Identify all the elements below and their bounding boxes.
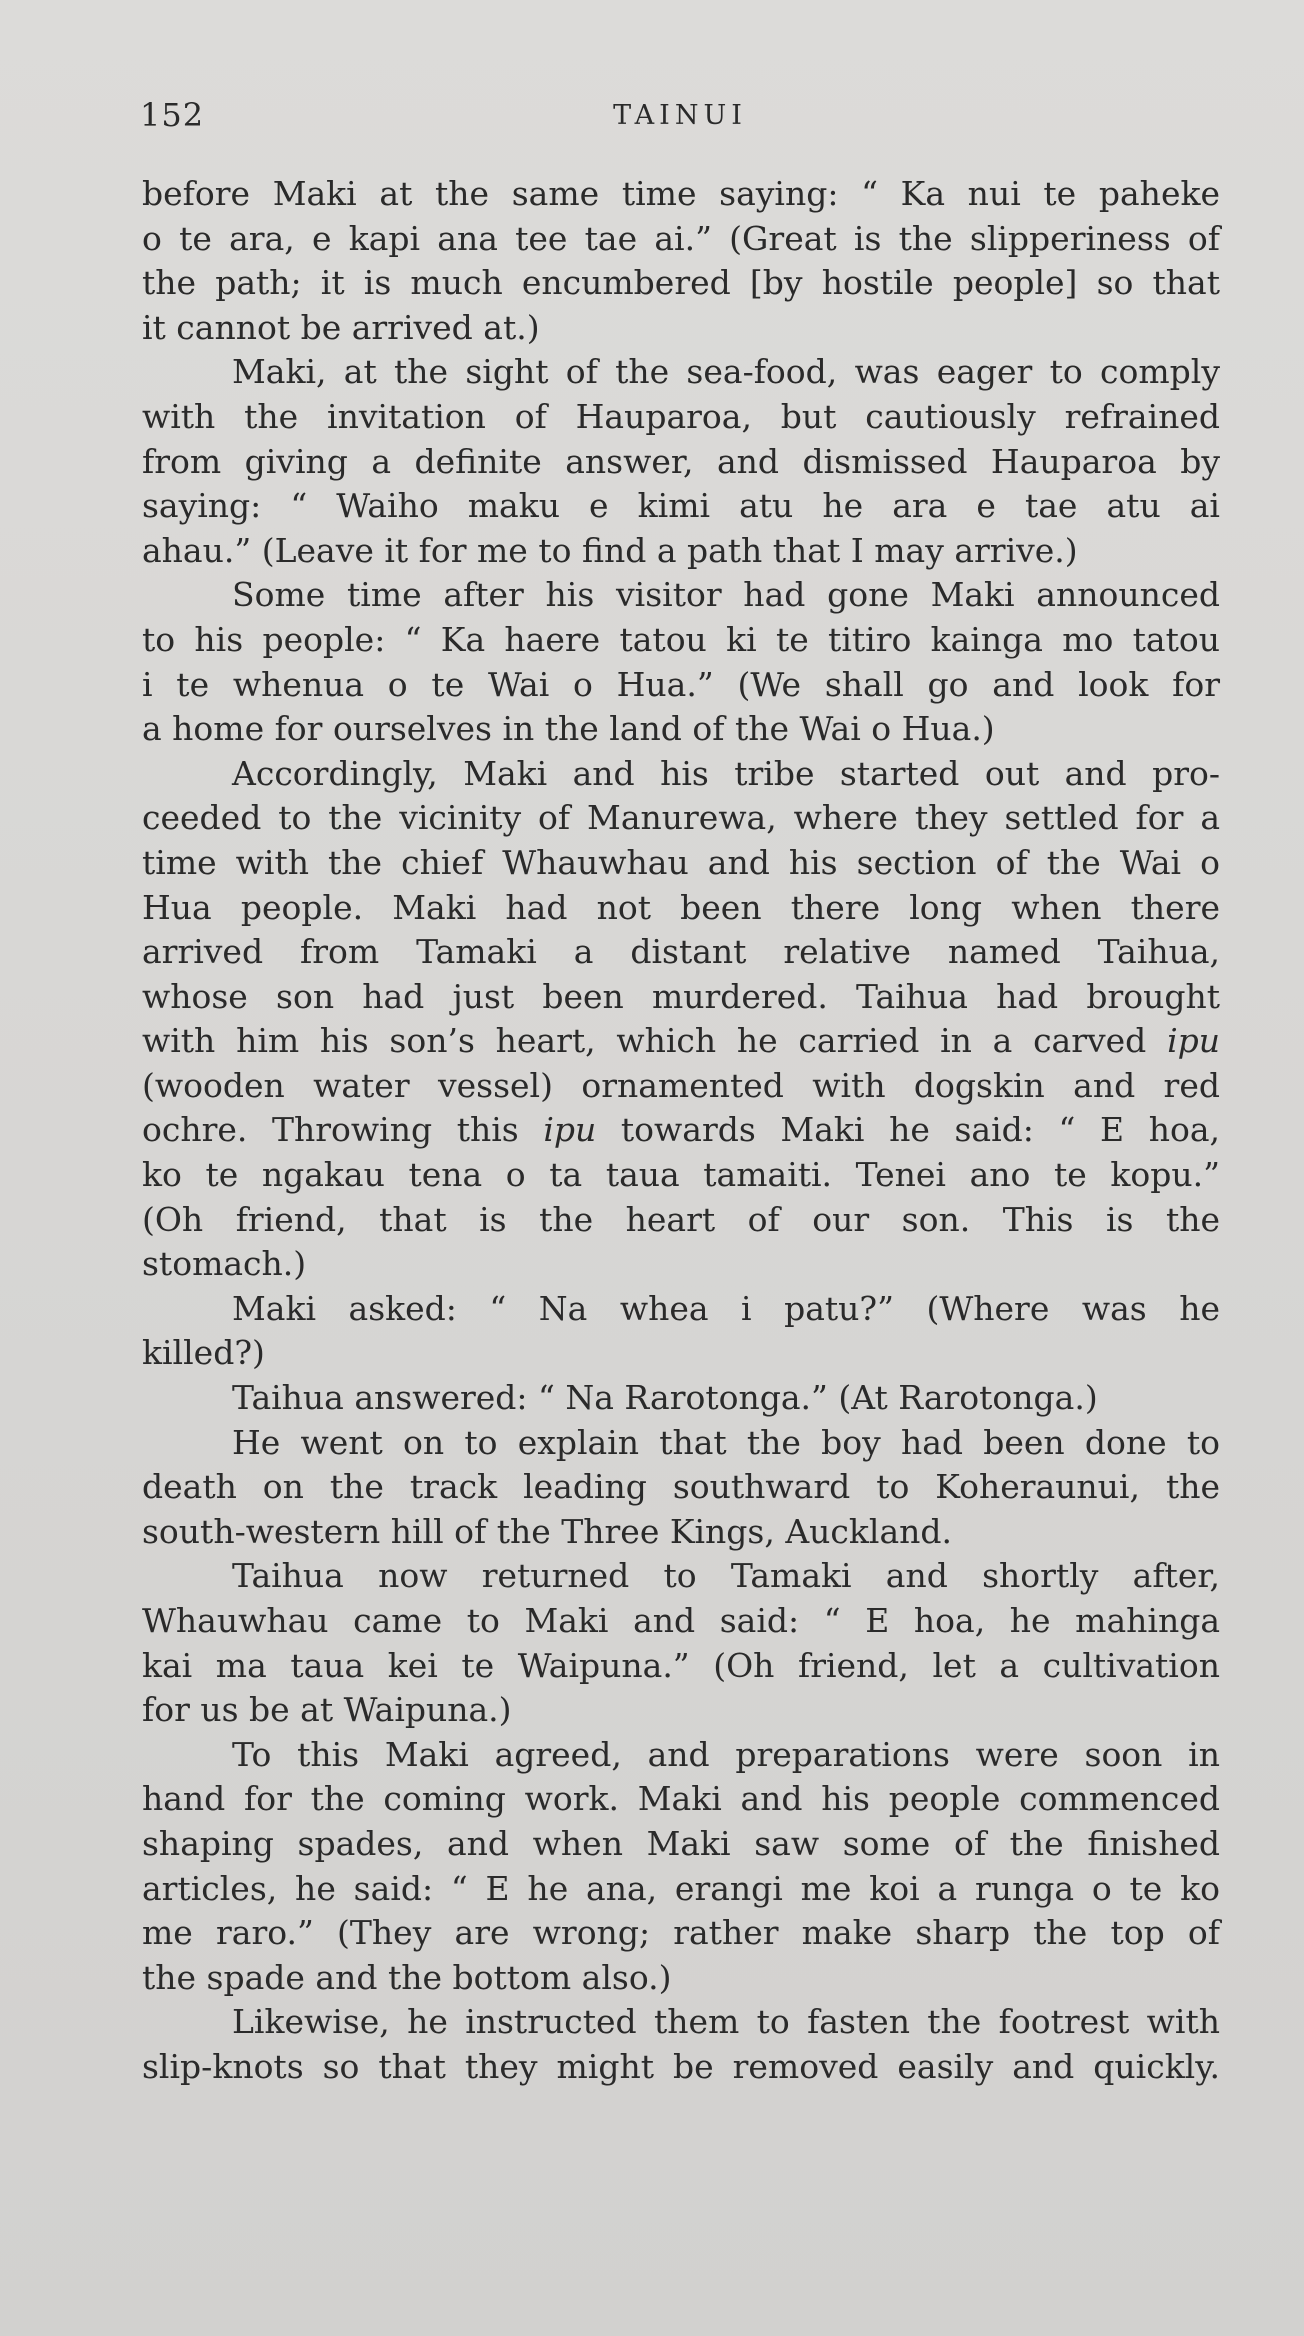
text-line-content: ochre. Throwing this <box>142 1110 544 1150</box>
text-line-content: before Maki at the same time saying: “ Ka nui te paheke <box>142 174 1220 213</box>
text-line <box>142 1376 1220 1421</box>
text-line-content: with the invitation of Hauparoa, but cautiously refrained <box>142 396 1220 436</box>
text-line <box>142 886 1220 931</box>
text-line-content: saying: “ Waiho maku e kimi atu he ara e tae atu ai <box>142 486 1220 526</box>
text-line <box>142 1956 1220 2001</box>
text-line-content: south-western hill of the Three Kings, Auckland. <box>142 1511 952 1551</box>
text-line-content: the path; it is much encumbered [by hostile people] so that <box>142 263 1220 303</box>
text-line <box>142 1822 1220 1867</box>
text-line <box>142 172 1220 217</box>
text-line <box>142 2045 1220 2090</box>
text-line-content: for us be at Waipuna.) <box>142 1690 512 1730</box>
text-line <box>142 261 1220 306</box>
text-line <box>142 573 1220 618</box>
text-line <box>142 1911 1220 1956</box>
text-line-content: time with the chief Whauwhau and his section of the Wai o <box>142 842 1220 882</box>
text-line <box>142 930 1220 975</box>
text-line <box>142 350 1220 395</box>
text-line <box>142 1554 1220 1599</box>
text-line <box>142 1644 1220 1689</box>
text-line-content: killed?) <box>142 1333 265 1373</box>
text-line <box>142 1153 1220 1198</box>
text-line-content: ceeded to the vicinity of Manurewa, where they settled for a <box>142 798 1220 838</box>
text-line <box>142 1421 1220 1466</box>
italic-term: ipu <box>543 1110 597 1150</box>
text-line <box>142 306 1220 351</box>
text-line-content: it cannot be arrived at.) <box>142 307 540 347</box>
text-line-content: the spade and the bottom also.) <box>142 1957 672 1997</box>
text-line <box>142 440 1220 485</box>
text-line-content: i te whenua o te Wai o Hua.” (We shall go and look for <box>142 664 1220 704</box>
text-line-content: ahau.” (Leave it for me to find a path that I may arrive.) <box>142 530 1078 570</box>
text-line-content: Whauwhau came to Maki and said: “ E hoa, he mahinga <box>142 1601 1220 1640</box>
text-line <box>142 1287 1220 1332</box>
text-line <box>142 395 1220 440</box>
text-line-content: He went on to explain that the boy had been done to <box>232 1422 1220 1462</box>
text-line-content: Some time after his visitor had gone Maki announced <box>232 575 1220 615</box>
text-line <box>142 618 1220 663</box>
text-line <box>142 1599 1220 1644</box>
text-line-content: with him his son’s heart, which he carried in a carved <box>142 1021 1147 1061</box>
text-line <box>142 1064 1220 1109</box>
text-line-content: To this Maki agreed, and preparations were soon in <box>232 1734 1220 1774</box>
text-line <box>142 1733 1220 1778</box>
text-line-content: articles, he said: “ E he ana, erangi me koi a runga o te ko <box>142 1868 1220 1908</box>
text-line-content: ko te ngakau tena o ta taua tamaiti. Tenei ano te kopu.” <box>142 1155 1220 1195</box>
text-line-content: Taihua now returned to Tamaki and shortly after, <box>232 1556 1220 1596</box>
text-line-content: whose son had just been murdered. Taihua had brought <box>142 976 1220 1016</box>
text-line-content: arrived from Tamaki a distant relative named Taihua, <box>142 932 1220 972</box>
text-line <box>142 529 1220 574</box>
text-line <box>142 1510 1220 1555</box>
text-line-content: o te ara, e kapi ana tee tae ai.” (Great is the slipperiness of <box>142 218 1220 258</box>
text-line <box>142 1867 1220 1912</box>
text-line <box>142 707 1220 752</box>
text-line <box>142 975 1220 1020</box>
page-header <box>140 96 1220 142</box>
text-line-content: kai ma taua kei te Waipuna.” (Oh friend, let a cultivation <box>142 1645 1220 1685</box>
text-line <box>142 663 1220 708</box>
text-line-content: Taihua answered: “ Na Rarotonga.” (At Rarotonga.) <box>232 1378 1098 1418</box>
text-line-content: slip-knots so that they might be removed easily and quickly. <box>142 2046 1220 2086</box>
text-line-content: (wooden water vessel) ornamented with dogskin and red <box>142 1065 1220 1105</box>
text-line <box>142 841 1220 886</box>
italic-term: ipu <box>1167 1021 1220 1061</box>
text-line <box>142 752 1220 797</box>
text-line-content: Likewise, he instructed them to fasten the footrest with <box>232 2002 1220 2042</box>
text-line <box>142 1019 1220 1064</box>
text-line-content: to his people: “ Ka haere tatou ki te titiro kainga mo tatou <box>142 619 1220 659</box>
text-line-content: Maki, at the sight of the sea-food, was eager to comply <box>232 352 1220 392</box>
text-line <box>142 1331 1220 1376</box>
page-number: 152 <box>140 96 205 134</box>
text-line <box>142 1688 1220 1733</box>
text-line <box>142 484 1220 529</box>
text-line <box>142 1242 1220 1287</box>
text-line <box>142 1777 1220 1822</box>
text-line-content: from giving a definite answer, and dismissed Hauparoa by <box>142 441 1220 481</box>
text-line-content: a home for ourselves in the land of the Wai o Hua.) <box>142 709 995 749</box>
text-line-content: Accordingly, Maki and his tribe started out and pro- <box>232 753 1220 793</box>
text-line-content: me raro.” (They are wrong; rather make sharp the top of <box>142 1913 1220 1953</box>
text-line <box>142 1108 1220 1153</box>
text-line-content-after: towards Maki he said: “ E hoa, <box>596 1110 1220 1150</box>
text-line <box>142 217 1220 262</box>
text-line <box>142 796 1220 841</box>
running-title: TAINUI <box>613 100 747 131</box>
text-line-content: shaping spades, and when Maki saw some of the finished <box>142 1823 1220 1863</box>
body-text <box>142 172 1220 2090</box>
text-line-content: Maki asked: “ Na whea i patu?” (Where was he <box>232 1288 1220 1328</box>
text-line-content: Hua people. Maki had not been there long when there <box>142 887 1220 927</box>
text-line-content: (Oh friend, that is the heart of our son. This is the <box>142 1199 1220 1239</box>
text-line <box>142 1465 1220 1510</box>
text-line <box>142 1198 1220 1243</box>
text-line <box>142 2000 1220 2045</box>
text-line-content: death on the track leading southward to Koheraunui, the <box>142 1467 1220 1507</box>
text-line-content: stomach.) <box>142 1244 307 1284</box>
text-line-content: hand for the coming work. Maki and his people commenced <box>142 1779 1220 1819</box>
